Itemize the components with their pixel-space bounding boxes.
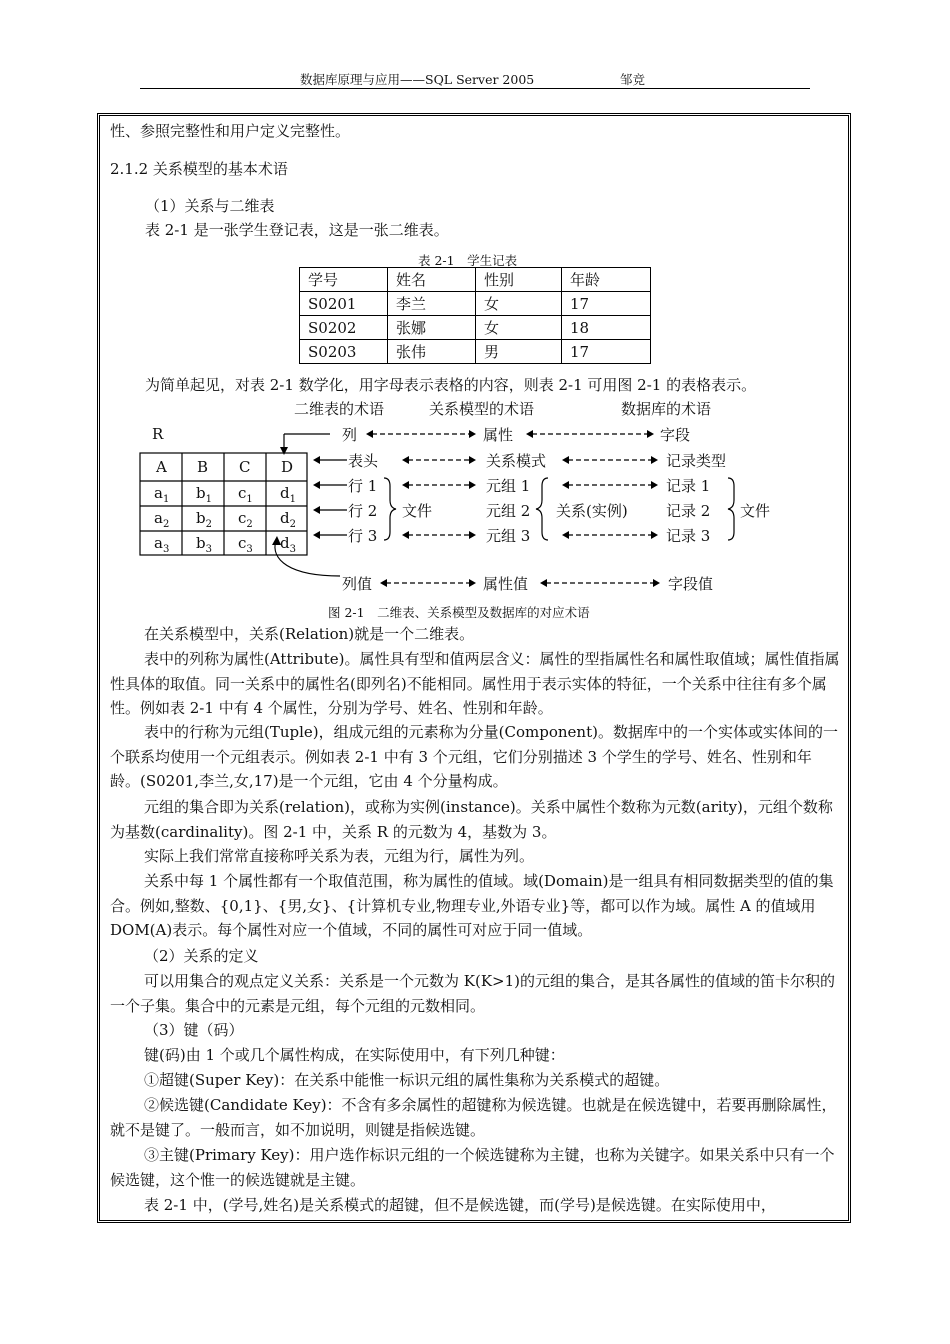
- term-tuple-1: 元组 1: [486, 477, 531, 495]
- header-cell: 姓名: [388, 268, 476, 292]
- paragraph: 表 2-1 中，(学号,姓名)是关系模式的超键，但不是候选键，而(学号)是候选键。在实际使用中，: [144, 1196, 776, 1214]
- paragraph: 实际上我们常常直接称呼关系为表，元组为行，属性为列。: [144, 847, 535, 865]
- subsection-1: （1）关系与二维表: [145, 197, 275, 215]
- grid-cell: $d_2$: [280, 509, 296, 530]
- grid-cell: $a_1$: [154, 484, 170, 505]
- term-field-value: 字段值: [668, 575, 714, 593]
- paragraph: 表中的列称为属性(Attribute)。属性具有型和值两层含义：属性的型指属性名和属性取值域；属性值指属性具体的取值。同一关系中的属性名(即列名)不能相同。属性用于表示实体的特征，一个关系中往往有多个属性。例如表 2-1 中有 4 个属性，分别为学号、姓名、性别和年龄。: [110, 650, 840, 717]
- paragraph: ①超键(Super Key)：在关系中能惟一标识元组的属性集称为关系模式的超键。: [144, 1071, 670, 1089]
- fig-relation-name: R: [152, 425, 164, 443]
- fig-head-db-terms: 数据库的术语: [621, 400, 712, 418]
- header-cell: 年龄: [562, 268, 651, 292]
- term-tuple-2: 元组 2: [486, 502, 531, 520]
- term-record-2: 记录 2: [666, 502, 711, 520]
- paragraph: 可以用集合的观点定义关系：关系是一个元数为 K(K>1)的元组的集合，是其各属性的值域的笛卡尔积的一个子集。集合中的元素是元组，每个元组的元数相同。: [110, 972, 836, 1015]
- section-heading: 2.1.2 关系模型的基本术语: [110, 160, 288, 178]
- grid-header-b: B: [197, 458, 209, 476]
- table-cell: 李兰: [388, 292, 476, 316]
- table-caption: 表 2-1 学生记表: [418, 253, 518, 268]
- paragraph: ②候选键(Candidate Key)：不含有多余属性的超键称为候选键。也就是在候选键中，若要再删除属性，就不是键了。一般而言，如不加说明，则键是指候选键。: [110, 1096, 837, 1139]
- figure-caption: 图 2-1 二维表、关系模型及数据库的对应术语: [328, 605, 590, 620]
- term-column: 列: [342, 426, 358, 444]
- table-cell: S0202: [300, 316, 388, 340]
- term-field: 字段: [660, 426, 691, 444]
- term-column-value: 列值: [342, 575, 373, 593]
- subsection-3: （3）键（码）: [144, 1021, 244, 1039]
- table-cell: S0203: [300, 340, 388, 364]
- grid-cell: $a_3$: [154, 534, 170, 555]
- grid-cell: $c_2$: [238, 509, 253, 530]
- term-table-header: 表头: [348, 452, 379, 470]
- grid-cell: $d_3$: [280, 534, 296, 555]
- term-file-2: 文件: [740, 502, 771, 520]
- table-cell: 18: [562, 316, 651, 340]
- grid-cell: $d_1$: [280, 484, 296, 505]
- term-row-1: 行 1: [348, 477, 378, 495]
- subsection-2: （2）关系的定义: [144, 947, 259, 965]
- table-cell: 张伟: [388, 340, 476, 364]
- after-table-text: 为简单起见，对表 2-1 数学化，用字母表示表格的内容，则表 2-1 可用图 2-1 的表格表示。: [145, 376, 757, 394]
- grid-cell: $b_1$: [196, 484, 212, 505]
- term-tuple-3: 元组 3: [486, 527, 531, 545]
- grid-cell: $c_3$: [238, 534, 253, 555]
- grid-header-a: A: [156, 458, 167, 476]
- paragraph: 在关系模型中，关系(Relation)就是一个二维表。: [144, 625, 475, 643]
- grid-cell: $b_3$: [196, 534, 212, 555]
- grid-header-c: C: [239, 458, 251, 476]
- term-attribute: 属性: [483, 426, 514, 444]
- paragraph: 表中的行称为元组(Tuple)，组成元组的元素称为分量(Component)。数据库中的一个实体或实体间的一个联系均使用一个元组表示。例如表 2-1 中有 3 个元组，它们分别描述 3 个学生的学号、姓名、性别和年龄。(S0201,李兰,女,17)是一个元组，它由 4 个分量构成。: [110, 723, 838, 790]
- grid-cell: $b_2$: [196, 509, 212, 530]
- term-row-3: 行 3: [348, 527, 378, 545]
- term-relation-schema: 关系模式: [486, 452, 547, 470]
- fig-head-table-terms: 二维表的术语: [294, 400, 385, 418]
- term-file-1: 文件: [402, 502, 433, 520]
- header-title: 数据库原理与应用——SQL Server 2005: [300, 72, 535, 87]
- table-cell: S0201: [300, 292, 388, 316]
- paragraph: 关系中每 1 个属性都有一个取值范围，称为属性的值域。域(Domain)是一组具有相同数据类型的值的集合。例如,整数、{0,1}、{男,女}、{计算机专业,物理专业,外语专业}等，都可以作为域。属性 A 的值域用 DOM(A)表示。每个属性对应一个值域，不同的属性可对应于同一值域。: [110, 872, 834, 939]
- header-cell: 学号: [300, 268, 388, 292]
- paragraph: ③主键(Primary Key)：用户选作标识元组的一个候选键称为主键，也称为关键字。如果关系中只有一个候选键，这个惟一的候选键就是主键。: [110, 1146, 835, 1189]
- header-cell: 性别: [476, 268, 562, 292]
- term-record-type: 记录类型: [666, 452, 727, 470]
- table-cell: 张娜: [388, 316, 476, 340]
- term-attribute-value: 属性值: [483, 575, 529, 593]
- table-cell: 女: [476, 292, 562, 316]
- grid-cell: $c_1$: [238, 484, 253, 505]
- term-record-3: 记录 3: [666, 527, 711, 545]
- header-author: 邹竞: [620, 72, 646, 87]
- table-cell: 17: [562, 292, 651, 316]
- table-cell: 17: [562, 340, 651, 364]
- paragraph: 键(码)由 1 个或几个属性构成，在实际使用中，有下列几种键：: [144, 1046, 565, 1064]
- grid-header-d: D: [281, 458, 294, 476]
- paragraph: 元组的集合即为关系(relation)，或称为实例(instance)。关系中属性个数称为元数(arity)，元组个数称为基数(cardinality)。图 2-1 中，关系 R 的元数为 4，基数为 3。: [110, 798, 833, 841]
- continued-line: 性、参照完整性和用户定义完整性。: [110, 122, 351, 140]
- grid-cell: $a_2$: [154, 509, 170, 530]
- term-record-1: 记录 1: [666, 477, 711, 495]
- table-cell: 男: [476, 340, 562, 364]
- fig-head-relational-terms: 关系模型的术语: [429, 400, 535, 418]
- intro-text: 表 2-1 是一张学生登记表，这是一张二维表。: [145, 221, 449, 239]
- term-row-2: 行 2: [348, 502, 378, 520]
- table-cell: 女: [476, 316, 562, 340]
- term-relation-instance: 关系(实例): [556, 502, 628, 520]
